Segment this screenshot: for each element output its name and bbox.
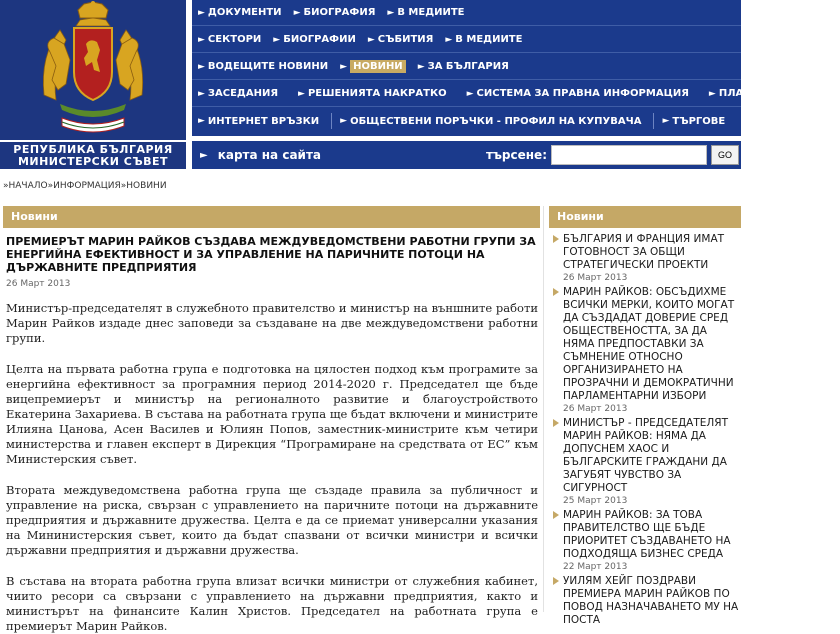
nav-label: ДОКУМЕНТИ <box>207 7 282 18</box>
nav-item-internet-links[interactable] <box>198 116 319 127</box>
news-title: МАРИН РАЙКОВ: ОБСЪДИХМЕ ВСИЧКИ МЕРКИ, КОИТО МОГАТ ДА СЪЗДАДАТ ДОВЕРИЕ СРЕД ОБЩЕСТВЕНОСТТА, ЗА ДА НЯМА ПРЕДПОСТАВКИ ЗА СЪМНЕНИЕ ОТНОСНО ОРГАНИЗИРАНЕТО НА ПРОЗРАЧНИ И ДЕМОКРАТИЧНИ ПАРЛАМЕНТАРНИ ИЗБОРИ <box>563 286 735 402</box>
arrow-right-icon: ► <box>445 34 453 45</box>
logo[interactable] <box>0 0 186 140</box>
nav-row <box>192 0 741 26</box>
sitemap-link[interactable]: карта на сайта <box>217 148 322 162</box>
article-title: ПРЕМИЕРЪТ МАРИН РАЙКОВ СЪЗДАВА МЕЖДУВЕДОМСТВЕНИ РАБОТНИ ГРУПИ ЗА ЕНЕРГИЙНА ЕФЕКТИВНОСТ И ЗА УПРАВЛЕНИЕ НА ПАРИЧНИТЕ ПОТОЦИ НА ДЪРЖАВНИТЕ ПРЕДПРИЯТИЯ <box>6 235 536 274</box>
site-title-line1: РЕПУБЛИКА БЪЛГАРИЯ <box>13 143 173 156</box>
nav-label: СЕКТОРИ <box>207 34 262 45</box>
arrow-right-icon: ► <box>198 7 205 18</box>
breadcrumb-information[interactable]: »ИНФОРМАЦИЯ <box>47 181 121 191</box>
column-divider <box>543 206 544 612</box>
nav-label: ИНТЕРНЕТ ВРЪЗКИ <box>207 115 320 127</box>
nav-item-about-bulgaria[interactable] <box>418 61 509 72</box>
arrow-right-icon: ► <box>387 7 395 18</box>
side-news-list <box>549 233 741 626</box>
list-item <box>549 233 741 283</box>
arrow-right-icon: ► <box>417 61 425 72</box>
nav-item-leading-news[interactable] <box>198 61 328 72</box>
arrow-right-icon: ► <box>367 34 375 45</box>
article-date: 26 Март 2013 <box>6 279 71 289</box>
article <box>3 232 540 634</box>
arrow-right-icon: ► <box>273 34 281 45</box>
site-title-line2: МИНИСТЕРСКИ СЪВЕТ <box>17 155 169 168</box>
nav-item-in-media-2[interactable] <box>445 34 522 45</box>
arrow-right-icon: ► <box>340 61 348 72</box>
arrow-right-icon: ► <box>298 88 305 99</box>
triangle-bullet-icon <box>553 577 559 585</box>
arrow-right-icon: ► <box>466 88 474 99</box>
nav-divider <box>653 113 654 129</box>
search-label: търсене: <box>485 148 547 162</box>
news-link[interactable] <box>549 509 741 561</box>
news-title: БЪЛГАРИЯ И ФРАНЦИЯ ИМАТ ГОТОВНОСТ ЗА ОБЩИ СТРАТЕГИЧЕСКИ ПРОЕКТИ <box>563 233 725 271</box>
search-input[interactable] <box>551 145 707 165</box>
triangle-bullet-icon <box>553 419 559 427</box>
coat-of-arms-icon <box>0 0 186 140</box>
nav-item-public-procurement[interactable] <box>340 116 641 127</box>
nav-item-decisions[interactable] <box>298 88 447 99</box>
article-paragraph: Целта на първата работна група е подготовка на цялостен подход към програмите за енергийна ефективност за програмния период 2014-2020 г. Председател ще бъде вицепремиерът и министър на регионалното развитие и благоустройството Екатерина Захариева. В състава на работната група ще бъдат включени и министрите Илияна Цанова, Асен Василев и Юлиян Попов, заместник-министрите към четири министерства и главен експерт в Дирекция “Програмиране на средствата от ЕС” към Министерския съвет. <box>6 362 538 466</box>
search-bar <box>192 141 741 169</box>
triangle-bullet-icon <box>553 288 559 296</box>
main-section-header: Новини <box>3 206 540 228</box>
nav-label: СЪБИТИЯ <box>377 34 434 45</box>
nav-item-events[interactable] <box>368 34 434 45</box>
nav-label: ТЪРГОВЕ <box>672 115 726 127</box>
arrow-right-icon: ► <box>340 116 348 126</box>
news-link[interactable] <box>549 286 741 403</box>
nav-label: СИСТЕМА ЗА ПРАВНА ИНФОРМАЦИЯ <box>476 88 689 99</box>
arrow-right-icon: ► <box>708 88 716 99</box>
nav-label: В МЕДИИТЕ <box>397 7 465 18</box>
nav-row <box>192 27 741 53</box>
article-paragraph: В състава на втората работна група влизат всички министри от служебния кабинет, чиито ресори са свързани с управлението на държавни предприятия, както и министърът на финансите Калин Христов. Председател на работната група е премиерът Марин Райков. <box>6 574 538 633</box>
nav-item-tenders[interactable] <box>662 116 725 127</box>
breadcrumb <box>3 181 167 191</box>
news-title: УИЛЯМ ХЕЙГ ПОЗДРАВИ ПРЕМИЕРА МАРИН РАЙКОВ ПО ПОВОД НАЗНАЧАВАНЕТО МУ НА ПОСТА <box>563 575 739 626</box>
site-title[interactable] <box>0 142 186 169</box>
nav-item-documents[interactable] <box>198 7 282 18</box>
news-title: МИНИСТЪР - ПРЕДСЕДАТЕЛЯТ МАРИН РАЙКОВ: НЯМА ДА ДОПУСНЕМ ХАОС И БЪЛГАРСКИТЕ ГРАЖДАНИ ДА ЗАГУБЯТ ЧУВСТВО ЗА СИГУРНОСТ <box>563 417 729 494</box>
list-item <box>549 575 741 627</box>
news-date: 26 Март 2013 <box>563 404 628 414</box>
main-navigation <box>192 0 840 136</box>
nav-item-in-media[interactable] <box>387 7 464 18</box>
news-link[interactable] <box>549 233 741 272</box>
nav-label: ОБЩЕСТВЕНИ ПОРЪЧКИ - ПРОФИЛ НА КУПУВАЧА <box>350 115 642 127</box>
nav-item-sectors[interactable] <box>198 34 261 45</box>
nav-label: РЕШЕНИЯТА НАКРАТКО <box>307 88 447 99</box>
list-item <box>549 286 741 414</box>
nav-item-legal-info[interactable] <box>467 88 689 99</box>
arrow-right-icon: ► <box>293 7 301 18</box>
triangle-bullet-icon <box>553 235 559 243</box>
side-section-header: Новини <box>549 206 741 228</box>
news-date: 22 Март 2013 <box>563 562 628 572</box>
arrow-right-icon: ► <box>662 116 670 126</box>
nav-item-sessions[interactable] <box>198 88 278 99</box>
nav-row <box>192 81 840 107</box>
nav-label: ЗА БЪЛГАРИЯ <box>427 61 509 72</box>
nav-item-news[interactable] <box>340 60 406 73</box>
triangle-bullet-icon <box>553 511 559 519</box>
nav-label: ПЛАЩАНИЯ В СЕБРА <box>718 88 840 99</box>
breadcrumb-news[interactable]: »НОВИНИ <box>120 181 167 191</box>
nav-row <box>192 108 741 134</box>
nav-label-active: НОВИНИ <box>350 60 406 73</box>
arrow-right-icon: ► <box>198 61 205 72</box>
nav-item-sebra-payments[interactable] <box>709 88 840 99</box>
arrow-right-icon: ► <box>200 149 208 161</box>
arrow-right-icon: ► <box>198 116 205 126</box>
list-item <box>549 509 741 572</box>
nav-row <box>192 54 741 80</box>
news-date: 25 Март 2013 <box>563 496 628 506</box>
news-link[interactable] <box>549 417 741 495</box>
go-button[interactable]: GO <box>711 145 739 165</box>
arrow-right-icon: ► <box>198 88 205 99</box>
nav-label: ЗАСЕДАНИЯ <box>207 88 279 99</box>
news-date: 26 Март 2013 <box>563 273 628 283</box>
news-title: МАРИН РАЙКОВ: ЗА ТОВА ПРАВИТЕЛСТВО ЩЕ БЪДЕ ПРИОРИТЕТ СЪЗДАВАНЕТО НА ПОДХОДЯЩА БИЗНЕС СРЕДА <box>563 509 731 560</box>
news-link[interactable] <box>549 575 741 627</box>
arrow-right-icon: ► <box>198 34 205 45</box>
nav-label: В МЕДИИТЕ <box>455 34 523 45</box>
list-item <box>549 417 741 506</box>
article-paragraph: Министър-председателят в служебното правителство и министър на външните работи Марин Райков издаде днес заповеди за създаване на две междуведомствени работни групи. <box>6 301 538 345</box>
nav-label: БИОГРАФИЯ <box>303 7 376 18</box>
nav-label: БИОГРАФИИ <box>283 34 356 45</box>
nav-item-biographies[interactable] <box>273 34 356 45</box>
article-paragraph: Втората междуведомствена работна група ще създаде правила за публичност и управление на риска, свързан с управлението на паричните потоци на държавните предприятия и държавните дружества. Целта е да се приемат универсални указания на Мининистерския съвет, които да бъдат спазвани от всички министри и всички държавни предприятия и държавни дружества. <box>6 483 538 557</box>
breadcrumb-home[interactable]: »НАЧАЛО <box>3 181 48 191</box>
nav-item-biography[interactable] <box>294 7 376 18</box>
nav-divider <box>331 113 332 129</box>
nav-label: ВОДЕЩИТЕ НОВИНИ <box>207 61 329 72</box>
